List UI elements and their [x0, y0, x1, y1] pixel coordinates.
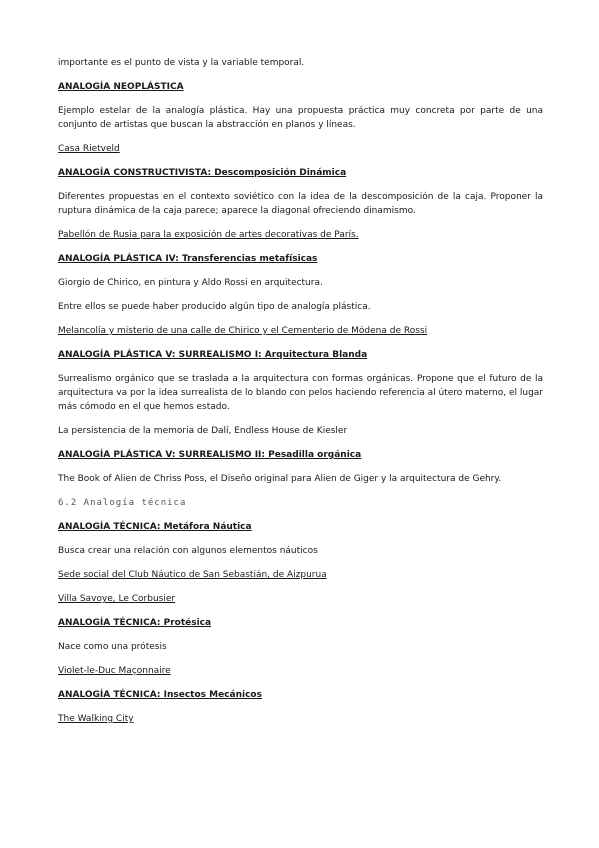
- body-protesica: Nace como una prótesis: [58, 642, 167, 652]
- body-plastica-iv-2: Entre ellos se puede haber producido algún tipo de analogía plástica.: [58, 302, 371, 312]
- example-casa-rietveld: Casa Rietveld: [58, 144, 120, 154]
- example-villa-savoye: Villa Savoye, Le Corbusier: [58, 594, 176, 604]
- body-surrealismo-i: Surrealismo orgánico que se traslada a la arquitectura con formas orgánicas. Propone que el futuro de la arquitectura va por la idea surrealista de lo blando con pelos haciendo referencia al útero materno, el lugar más cómodo en el que hemos estado.: [58, 374, 543, 412]
- heading-constructivista: ANALOGÍA CONSTRUCTIVISTA: Descomposición Dinámica: [58, 168, 347, 178]
- heading-surrealismo-i: ANALOGÍA PLÁSTICA V: SURREALISMO I: Arquitectura Blanda: [58, 350, 368, 360]
- heading-insectos-mecanicos: ANALOGÍA TÉCNICA: Insectos Mecánicos: [58, 690, 262, 700]
- heading-plastica-iv: ANALOGÍA PLÁSTICA IV: Transferencias metafísicas: [58, 254, 318, 264]
- body-surrealismo-ii: The Book of Alien de Chriss Poss, el Diseño original para Alien de Giger y la arquitectura de Gehry.: [58, 474, 502, 484]
- example-dali-kiesler: La persistencia de la memoria de Dalí, Endless House de Kiesler: [58, 426, 348, 436]
- document-page: [58, 56, 543, 736]
- example-club-nautico: Sede social del Club Náutico de San Sebastián, de Aizpurua: [58, 570, 327, 580]
- body-constructivista: Diferentes propuestas en el contexto soviético con la idea de la descomposición de la caja. Proponer la ruptura dinámica de la caja parece; aparece la diagonal ofreciendo dinamismo.: [58, 192, 543, 216]
- intro-text: importante es el punto de vista y la variable temporal.: [58, 58, 305, 68]
- subsection-title: 6.2 Analogía técnica: [58, 498, 187, 508]
- heading-protesica: ANALOGÍA TÉCNICA: Protésica: [58, 618, 212, 628]
- example-violet-le-duc: Violet-le-Duc Maçonnaire: [58, 666, 171, 676]
- example-chirico-rossi: Melancolía y misterio de una calle de Chirico y el Cementerio de Módena de Rossi: [58, 326, 428, 336]
- heading-neoplastica: ANALOGÍA NEOPLÁSTICA: [58, 82, 184, 92]
- body-plastica-iv-1: Giorgio de Chirico, en pintura y Aldo Rossi en arquitectura.: [58, 278, 323, 288]
- example-pabellon-rusia: Pabellón de Rusia para la exposición de artes decorativas de París.: [58, 230, 359, 240]
- heading-surrealismo-ii: ANALOGÍA PLÁSTICA V: SURREALISMO II: Pesadilla orgánica: [58, 450, 362, 460]
- body-metafora-nautica: Busca crear una relación con algunos elementos náuticos: [58, 546, 318, 556]
- body-neoplastica: Ejemplo estelar de la analogía plástica. Hay una propuesta práctica muy concreta por parte de una conjunto de artistas que buscan la abstracción en planos y líneas.: [58, 106, 543, 130]
- heading-metafora-nautica: ANALOGÍA TÉCNICA: Metáfora Náutica: [58, 522, 252, 532]
- example-walking-city: The Walking City: [58, 714, 134, 724]
